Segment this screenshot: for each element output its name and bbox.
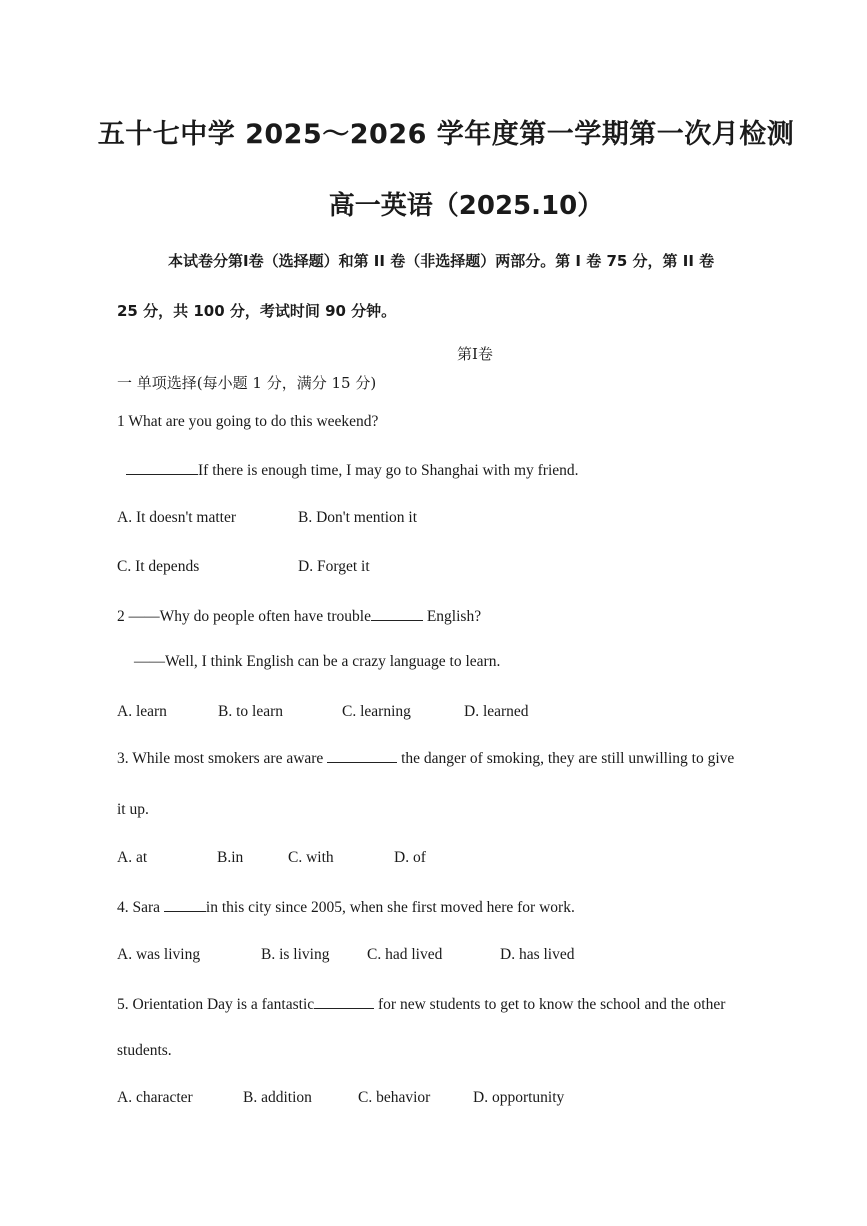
volume-label: 第Ⅰ卷 — [457, 345, 493, 363]
question-5-option-b: B. addition — [243, 1089, 312, 1106]
question-5-text-after: for new students to get to know the school and the other — [378, 996, 726, 1013]
question-4-option-d: D. has lived — [500, 946, 575, 963]
question-3-prompt — [117, 750, 734, 768]
question-2-option-d: D. learned — [464, 703, 529, 720]
question-1-option-d: D. Forget it — [298, 558, 370, 575]
question-3-option-c: C. with — [288, 849, 334, 866]
question-4-text-before: 4. Sara — [117, 899, 161, 916]
question-2-option-c: C. learning — [342, 703, 411, 720]
question-3-option-b: B.in — [217, 849, 244, 866]
question-3-option-a: A. at — [117, 849, 148, 866]
question-5-option-a: A. character — [117, 1089, 193, 1106]
question-5-option-d: D. opportunity — [473, 1089, 565, 1106]
question-1-response-text: If there is enough time, I may go to Shanghai with my friend. — [198, 462, 579, 479]
answer-blank — [126, 460, 198, 475]
question-4-option-b: B. is living — [261, 946, 330, 963]
question-1-option-c: C. It depends — [117, 558, 200, 575]
question-3-text-before: 3. While most smokers are aware — [117, 750, 324, 767]
question-2-option-a: A. learn — [117, 703, 167, 720]
question-4-option-c: C. had lived — [367, 946, 443, 963]
question-1-option-a: A. It doesn't matter — [117, 509, 237, 526]
answer-blank — [327, 754, 397, 763]
question-2-option-b: B. to learn — [218, 703, 283, 720]
question-2-prompt — [117, 606, 481, 626]
question-3-option-d: D. of — [394, 849, 426, 866]
exam-title: 五十七中学 2025～2026 学年度第一学期第一次月检测 — [97, 119, 795, 150]
question-5-continued: students. — [117, 1042, 172, 1059]
question-2-text-before: 2 ——Why do people often have trouble — [117, 608, 371, 625]
question-4-prompt — [117, 897, 575, 917]
question-5-text-before: 5. Orientation Day is a fantastic — [117, 996, 315, 1013]
question-4-option-a: A. was living — [117, 946, 201, 963]
question-3-text-after: the danger of smoking, they are still unwilling to give — [401, 750, 735, 767]
question-1-prompt: 1 What are you going to do this weekend? — [117, 413, 379, 430]
question-4-text-after: in this city since 2005, when she first moved here for work. — [205, 899, 575, 916]
question-5-prompt — [117, 994, 725, 1014]
intro-line-1: 本试卷分第Ⅰ卷（选择题）和第 II 卷（非选择题）两部分。第 I 卷 75 分，第 II 卷 — [168, 252, 715, 270]
question-1-response — [126, 460, 579, 480]
question-2-text-after: English? — [426, 608, 482, 625]
question-1-option-b: B. Don't mention it — [298, 509, 418, 526]
question-2-response: ——Well, I think English can be a crazy language to learn. — [134, 653, 501, 670]
answer-blank — [314, 994, 374, 1009]
question-5-option-c: C. behavior — [358, 1089, 431, 1106]
section-label: 一 单项选择(每小题 1 分，满分 15 分) — [117, 374, 377, 392]
exam-subject: 高一英语（2025.10） — [328, 191, 604, 221]
answer-blank — [164, 897, 206, 912]
question-3-continued: it up. — [117, 801, 149, 818]
intro-line-2: 25 分，共 100 分，考试时间 90 分钟。 — [117, 302, 397, 320]
answer-blank — [371, 606, 423, 621]
